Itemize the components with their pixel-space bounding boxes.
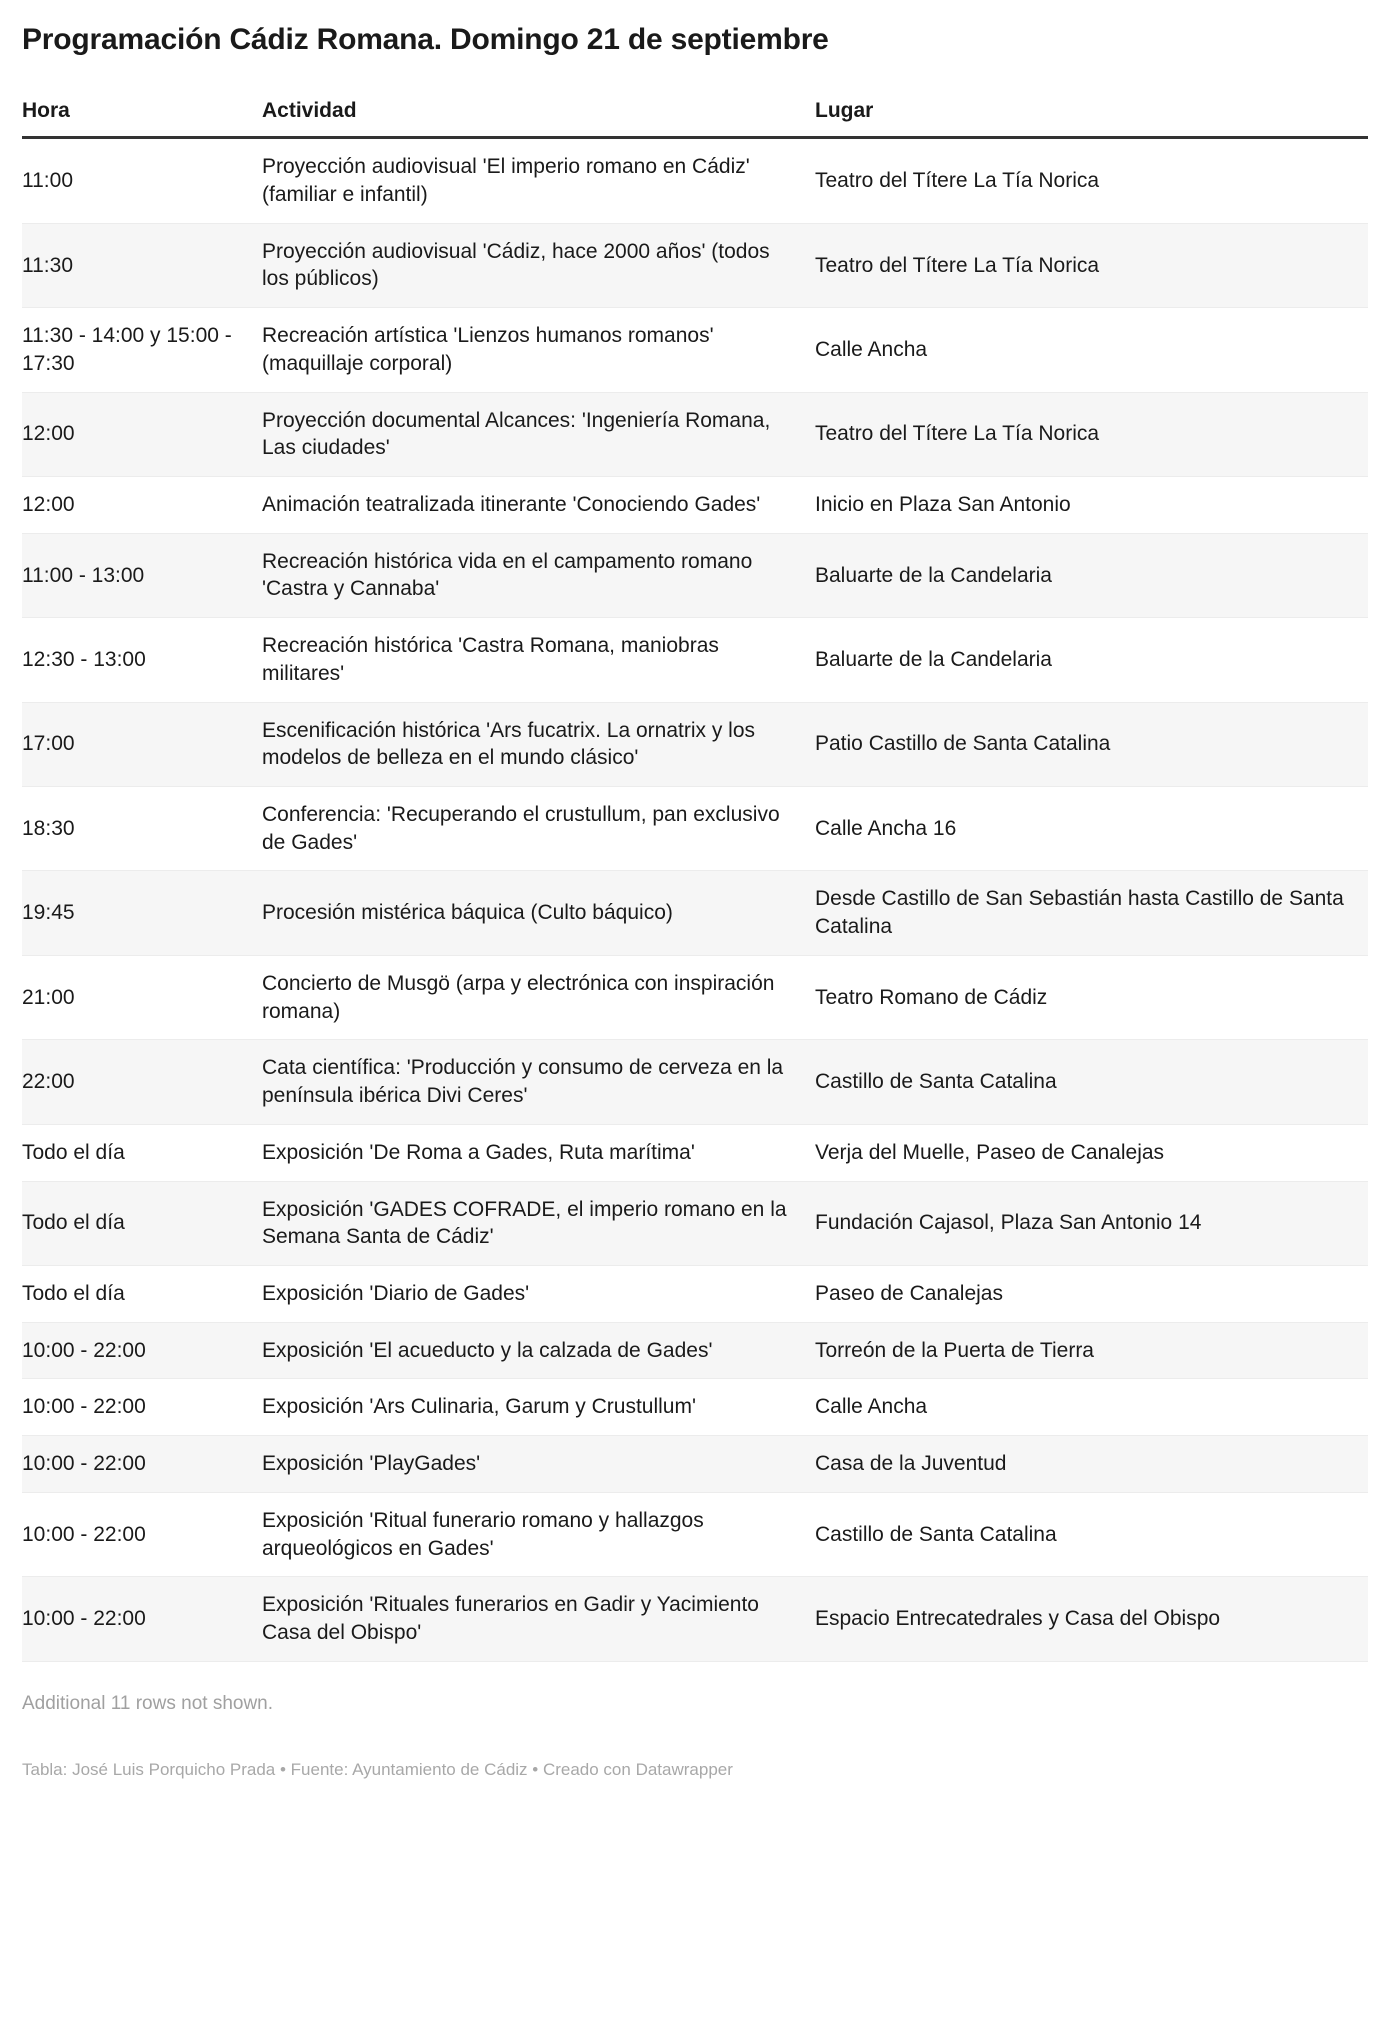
cell-hora: 18:30 [22,787,262,871]
cell-actividad: Animación teatralizada itinerante 'Conociendo Gades' [262,477,815,534]
cell-actividad: Cata científica: 'Producción y consumo de cerveza en la península ibérica Divi Ceres' [262,1040,815,1124]
cell-lugar: Verja del Muelle, Paseo de Canalejas [815,1124,1368,1181]
cell-actividad: Proyección audiovisual 'El imperio romano en Cádiz' (familiar e infantil) [262,138,815,223]
cell-lugar: Paseo de Canalejas [815,1265,1368,1322]
table-row [22,702,1368,786]
rows-not-shown-notice: Additional 11 rows not shown. [22,1692,274,1714]
cell-actividad: Recreación artística 'Lienzos humanos romanos' (maquillaje corporal) [262,308,815,392]
cell-lugar: Teatro del Títere La Tía Norica [815,223,1368,307]
cell-actividad: Exposición 'GADES COFRADE, el imperio romano en la Semana Santa de Cádiz' [262,1181,815,1265]
cell-lugar: Inicio en Plaza San Antonio [815,477,1368,534]
cell-hora: 22:00 [22,1040,262,1124]
table-row [22,533,1368,617]
cell-hora: Todo el día [22,1124,262,1181]
table-header-row [22,98,1368,138]
column-header-hora[interactable]: Hora [22,98,262,138]
table-row [22,871,1368,955]
cell-hora: 10:00 - 22:00 [22,1577,262,1661]
cell-lugar: Torreón de la Puerta de Tierra [815,1322,1368,1379]
cell-lugar: Fundación Cajasol, Plaza San Antonio 14 [815,1181,1368,1265]
table-row [22,1181,1368,1265]
cell-hora: 11:30 [22,223,262,307]
cell-actividad: Recreación histórica vida en el campamento romano 'Castra y Cannaba' [262,533,815,617]
cell-hora: 21:00 [22,955,262,1039]
cell-hora: 12:30 - 13:00 [22,618,262,702]
column-header-lugar[interactable]: Lugar [815,98,1368,138]
cell-actividad: Exposición 'Diario de Gades' [262,1265,815,1322]
cell-actividad: Conferencia: 'Recuperando el crustullum, pan exclusivo de Gades' [262,787,815,871]
table-credits: Tabla: José Luis Porquicho Prada • Fuente: Ayuntamiento de Cádiz • Creado con Datawrapper [22,1760,733,1780]
cell-actividad: Exposición 'De Roma a Gades, Ruta marítima' [262,1124,815,1181]
table-row [22,955,1368,1039]
cell-lugar: Baluarte de la Candelaria [815,533,1368,617]
cell-hora: Todo el día [22,1181,262,1265]
table-row [22,1322,1368,1379]
cell-lugar: Calle Ancha [815,308,1368,392]
table-body [22,138,1368,1661]
table-row [22,618,1368,702]
cell-lugar: Casa de la Juventud [815,1436,1368,1493]
cell-lugar: Teatro del Títere La Tía Norica [815,392,1368,476]
cell-hora: 10:00 - 22:00 [22,1436,262,1493]
cell-hora: 19:45 [22,871,262,955]
table-row [22,1436,1368,1493]
cell-hora: 17:00 [22,702,262,786]
cell-hora: 12:00 [22,477,262,534]
cell-hora: 11:30 - 14:00 y 15:00 - 17:30 [22,308,262,392]
cell-hora: 11:00 [22,138,262,223]
cell-lugar: Castillo de Santa Catalina [815,1492,1368,1576]
cell-actividad: Exposición 'Ritual funerario romano y hallazgos arqueológicos en Gades' [262,1492,815,1576]
table-row [22,308,1368,392]
cell-actividad: Proyección documental Alcances: 'Ingeniería Romana, Las ciudades' [262,392,815,476]
cell-lugar: Baluarte de la Candelaria [815,618,1368,702]
cell-lugar: Calle Ancha [815,1379,1368,1436]
cell-lugar: Castillo de Santa Catalina [815,1040,1368,1124]
cell-actividad: Exposición 'Rituales funerarios en Gadir y Yacimiento Casa del Obispo' [262,1577,815,1661]
table-row [22,138,1368,223]
table-row [22,392,1368,476]
cell-actividad: Exposición 'Ars Culinaria, Garum y Crustullum' [262,1379,815,1436]
cell-actividad: Procesión mistérica báquica (Culto báquico) [262,871,815,955]
table-row [22,787,1368,871]
table-header [22,98,1368,138]
table-row [22,477,1368,534]
cell-actividad: Exposición 'PlayGades' [262,1436,815,1493]
table-row [22,1265,1368,1322]
page-title: Programación Cádiz Romana. Domingo 21 de septiembre [22,23,829,56]
table-row [22,1492,1368,1576]
cell-lugar: Calle Ancha 16 [815,787,1368,871]
cell-lugar: Patio Castillo de Santa Catalina [815,702,1368,786]
cell-hora: 10:00 - 22:00 [22,1379,262,1436]
table-row [22,223,1368,307]
cell-actividad: Exposición 'El acueducto y la calzada de Gades' [262,1322,815,1379]
cell-lugar: Desde Castillo de San Sebastián hasta Castillo de Santa Catalina [815,871,1368,955]
programacion-table [22,98,1368,1662]
cell-hora: 10:00 - 22:00 [22,1322,262,1379]
cell-lugar: Teatro Romano de Cádiz [815,955,1368,1039]
cell-actividad: Concierto de Musgö (arpa y electrónica con inspiración romana) [262,955,815,1039]
cell-actividad: Proyección audiovisual 'Cádiz, hace 2000 años' (todos los públicos) [262,223,815,307]
cell-hora: 12:00 [22,392,262,476]
cell-actividad: Recreación histórica 'Castra Romana, maniobras militares' [262,618,815,702]
cell-hora: 11:00 - 13:00 [22,533,262,617]
cell-hora: 10:00 - 22:00 [22,1492,262,1576]
column-header-actividad[interactable]: Actividad [262,98,815,138]
cell-lugar: Espacio Entrecatedrales y Casa del Obispo [815,1577,1368,1661]
table-row [22,1577,1368,1661]
cell-lugar: Teatro del Títere La Tía Norica [815,138,1368,223]
cell-actividad: Escenificación histórica 'Ars fucatrix. La ornatrix y los modelos de belleza en el mundo clásico' [262,702,815,786]
table-row [22,1040,1368,1124]
table-row [22,1124,1368,1181]
cell-hora: Todo el día [22,1265,262,1322]
table-row [22,1379,1368,1436]
